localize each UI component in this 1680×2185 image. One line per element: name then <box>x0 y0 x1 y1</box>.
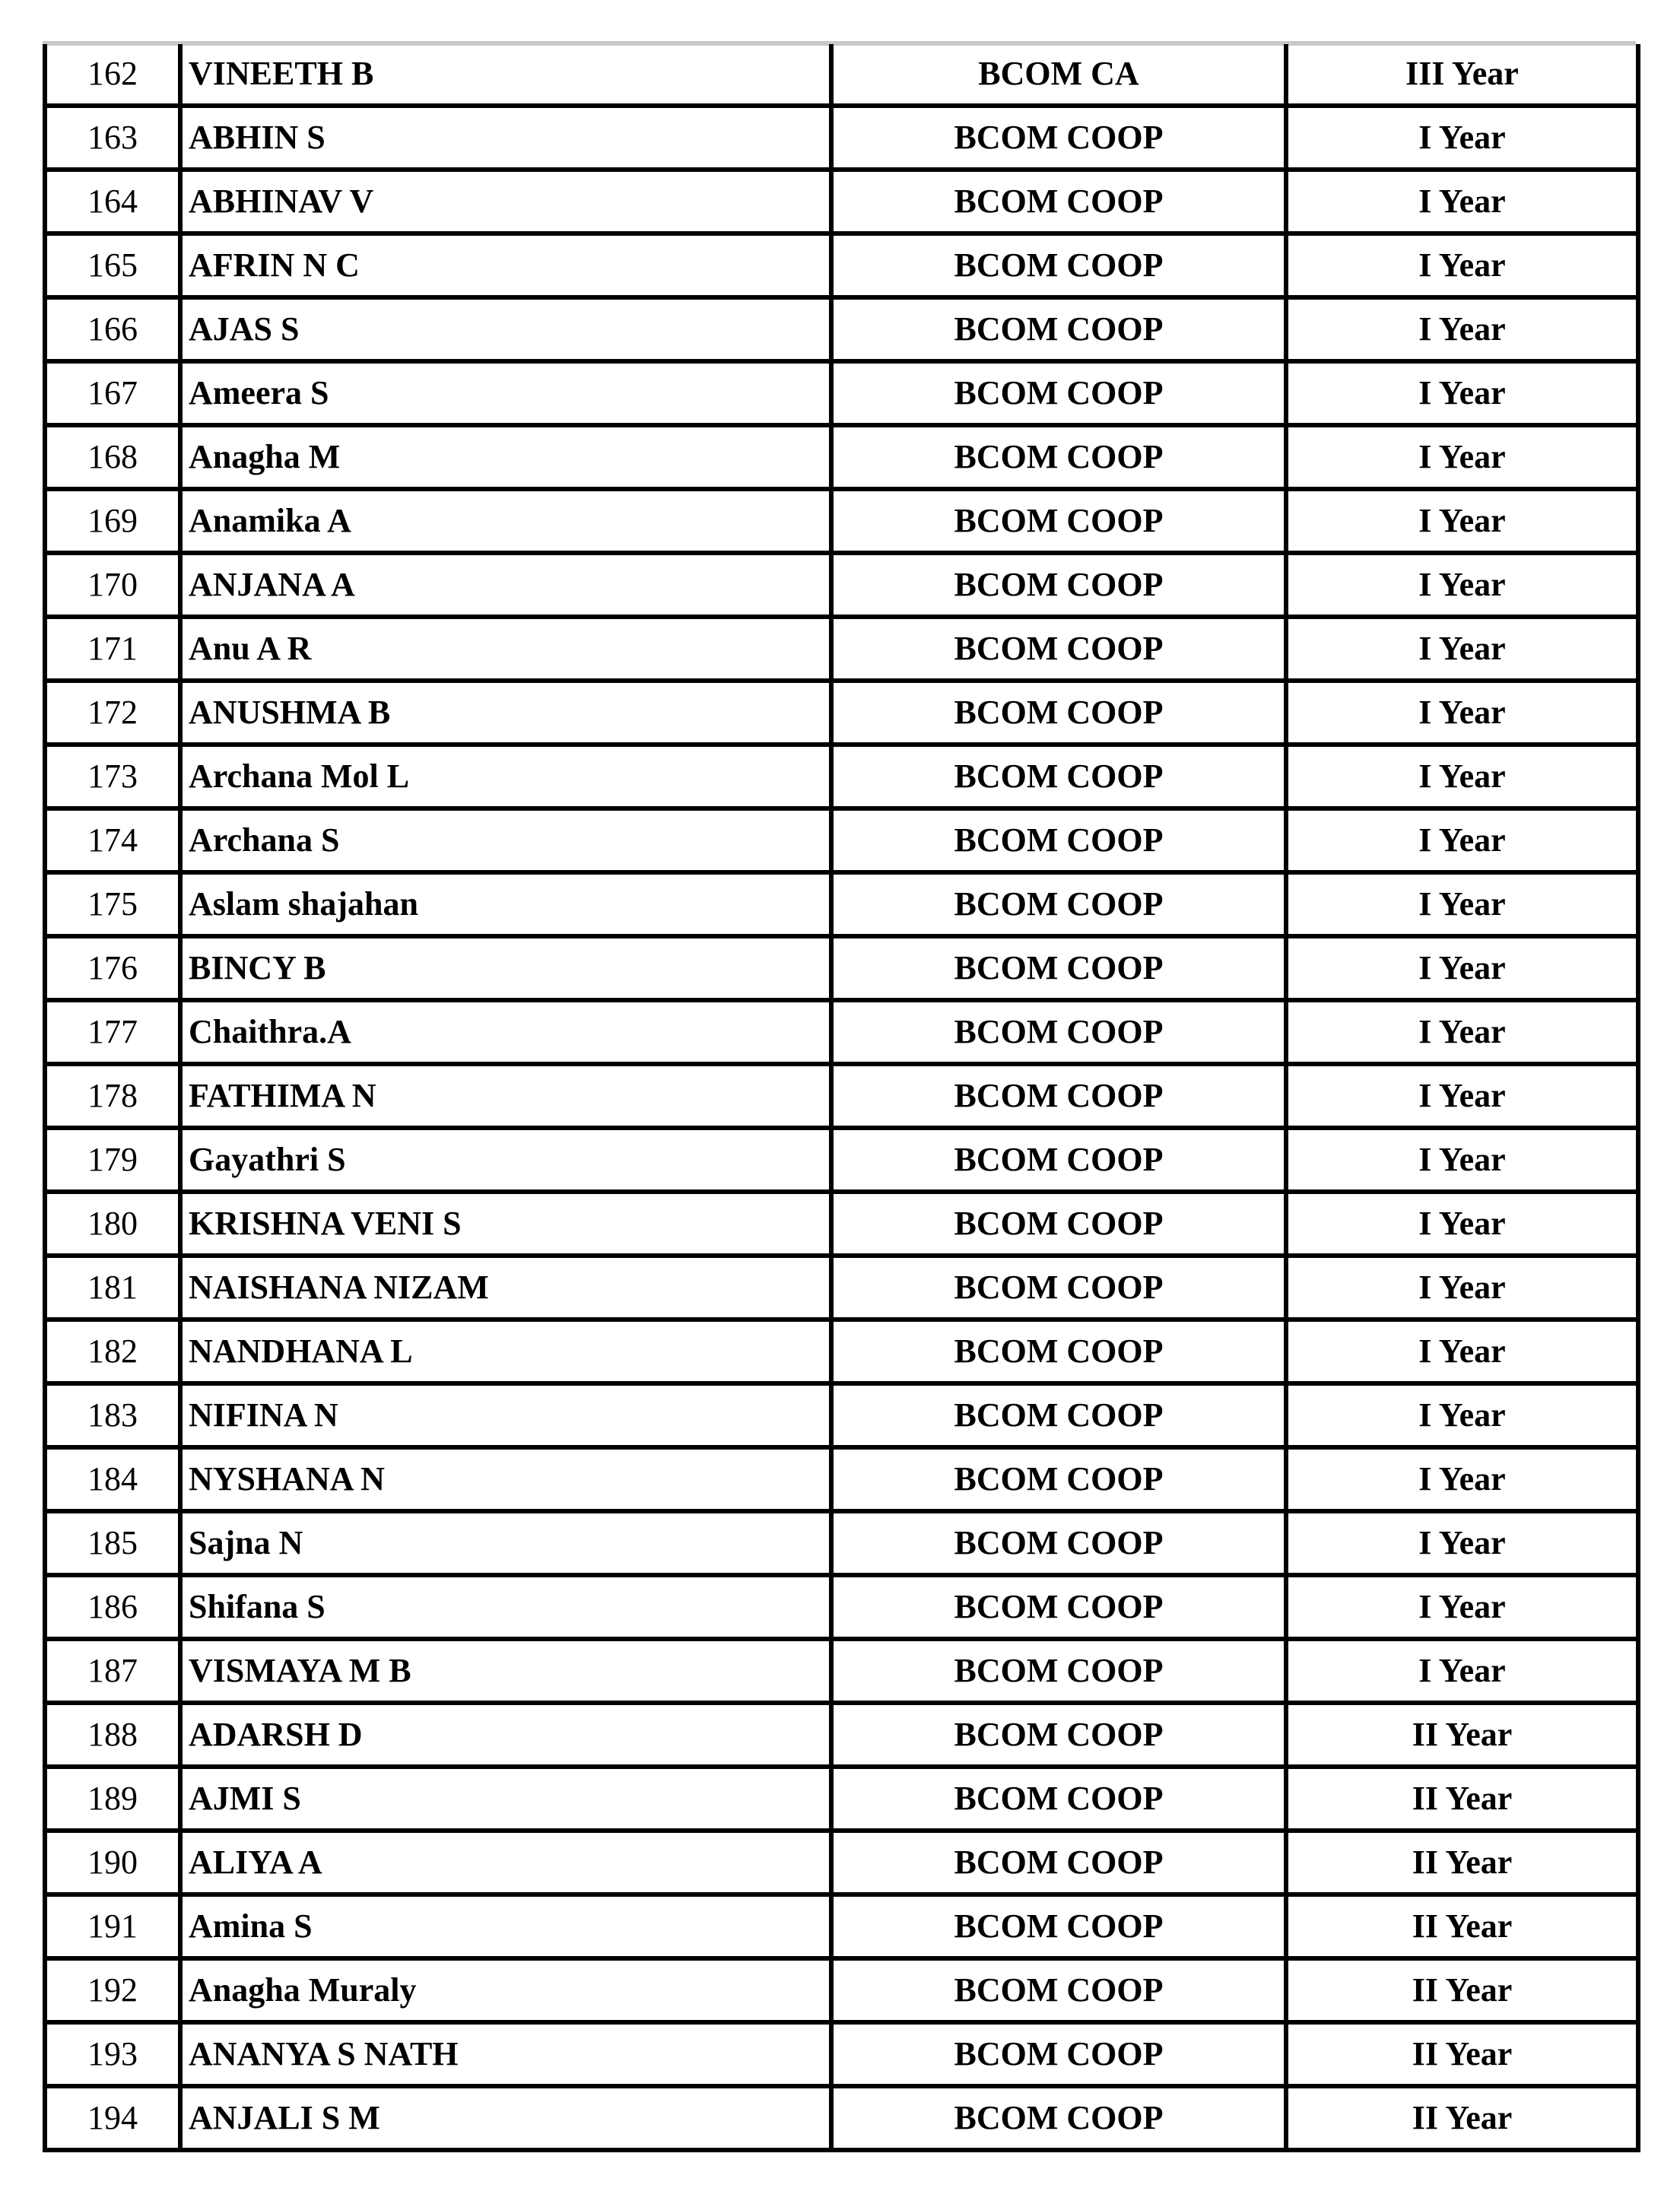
table-row <box>45 1511 1638 1575</box>
table-row <box>45 1831 1638 1894</box>
table-row <box>45 1447 1638 1511</box>
program-cell: BCOM COOP <box>831 1831 1286 1894</box>
program-cell: BCOM COOP <box>831 1383 1286 1447</box>
year-cell: I Year <box>1286 1256 1638 1320</box>
year-cell: I Year <box>1286 1000 1638 1064</box>
serial-number-cell: 179 <box>45 1128 180 1192</box>
student-list-table <box>43 44 1640 2152</box>
serial-number-cell: 182 <box>45 1320 180 1383</box>
serial-number-cell: 177 <box>45 1000 180 1064</box>
program-cell: BCOM COOP <box>831 1192 1286 1256</box>
year-cell: I Year <box>1286 361 1638 425</box>
student-name-cell: AFRIN N C <box>180 233 831 297</box>
serial-number-cell: 165 <box>45 233 180 297</box>
table-row <box>45 1703 1638 1767</box>
year-cell: I Year <box>1286 170 1638 233</box>
year-cell: I Year <box>1286 1447 1638 1511</box>
student-name-cell: Amina S <box>180 1894 831 1958</box>
student-name-cell: ANJANA A <box>180 553 831 617</box>
student-name-cell: Anamika A <box>180 489 831 553</box>
student-name-cell: NYSHANA N <box>180 1447 831 1511</box>
serial-number-cell: 164 <box>45 170 180 233</box>
table-row <box>45 1767 1638 1831</box>
year-cell: I Year <box>1286 233 1638 297</box>
table-row <box>45 44 1638 106</box>
program-cell: BCOM COOP <box>831 361 1286 425</box>
table-row <box>45 425 1638 489</box>
student-name-cell: FATHIMA N <box>180 1064 831 1128</box>
year-cell: I Year <box>1286 106 1638 170</box>
year-cell: III Year <box>1286 44 1638 106</box>
student-name-cell: Archana S <box>180 808 831 872</box>
student-name-cell: KRISHNA VENI S <box>180 1192 831 1256</box>
program-cell: BCOM COOP <box>831 936 1286 1000</box>
serial-number-cell: 166 <box>45 297 180 361</box>
table-row <box>45 1639 1638 1703</box>
serial-number-cell: 173 <box>45 745 180 808</box>
table-row <box>45 1575 1638 1639</box>
student-name-cell: NIFINA N <box>180 1383 831 1447</box>
serial-number-cell: 170 <box>45 553 180 617</box>
student-name-cell: Shifana S <box>180 1575 831 1639</box>
serial-number-cell: 162 <box>45 44 180 106</box>
serial-number-cell: 184 <box>45 1447 180 1511</box>
table-row <box>45 808 1638 872</box>
program-cell: BCOM COOP <box>831 1767 1286 1831</box>
serial-number-cell: 180 <box>45 1192 180 1256</box>
serial-number-cell: 185 <box>45 1511 180 1575</box>
program-cell: BCOM COOP <box>831 681 1286 745</box>
year-cell: II Year <box>1286 1894 1638 1958</box>
year-cell: I Year <box>1286 1320 1638 1383</box>
serial-number-cell: 181 <box>45 1256 180 1320</box>
program-cell: BCOM COOP <box>831 1128 1286 1192</box>
table-row <box>45 489 1638 553</box>
serial-number-cell: 169 <box>45 489 180 553</box>
student-name-cell: AJAS S <box>180 297 831 361</box>
year-cell: II Year <box>1286 2086 1638 2150</box>
serial-number-cell: 171 <box>45 617 180 681</box>
year-cell: I Year <box>1286 1064 1638 1128</box>
table-row <box>45 106 1638 170</box>
year-cell: I Year <box>1286 681 1638 745</box>
serial-number-cell: 168 <box>45 425 180 489</box>
table-row <box>45 297 1638 361</box>
table-row <box>45 1320 1638 1383</box>
serial-number-cell: 176 <box>45 936 180 1000</box>
year-cell: II Year <box>1286 2022 1638 2086</box>
program-cell: BCOM COOP <box>831 2022 1286 2086</box>
year-cell: II Year <box>1286 1767 1638 1831</box>
serial-number-cell: 178 <box>45 1064 180 1128</box>
table-row <box>45 2086 1638 2150</box>
year-cell: I Year <box>1286 872 1638 936</box>
year-cell: I Year <box>1286 297 1638 361</box>
table-row <box>45 617 1638 681</box>
program-cell: BCOM COOP <box>831 489 1286 553</box>
year-cell: I Year <box>1286 936 1638 1000</box>
serial-number-cell: 183 <box>45 1383 180 1447</box>
table-row <box>45 1000 1638 1064</box>
student-name-cell: BINCY B <box>180 936 831 1000</box>
table-row <box>45 1958 1638 2022</box>
student-name-cell: ABHIN S <box>180 106 831 170</box>
student-name-cell: Anagha M <box>180 425 831 489</box>
student-name-cell: Anagha Muraly <box>180 1958 831 2022</box>
program-cell: BCOM COOP <box>831 1703 1286 1767</box>
year-cell: II Year <box>1286 1831 1638 1894</box>
student-name-cell: ANJALI S M <box>180 2086 831 2150</box>
table-row <box>45 1256 1638 1320</box>
program-cell: BCOM COOP <box>831 1575 1286 1639</box>
program-cell: BCOM COOP <box>831 297 1286 361</box>
table-row <box>45 936 1638 1000</box>
program-cell: BCOM COOP <box>831 2086 1286 2150</box>
serial-number-cell: 186 <box>45 1575 180 1639</box>
program-cell: BCOM COOP <box>831 1320 1286 1383</box>
table-row <box>45 1192 1638 1256</box>
student-list-body <box>45 44 1638 2150</box>
serial-number-cell: 191 <box>45 1894 180 1958</box>
year-cell: I Year <box>1286 1192 1638 1256</box>
serial-number-cell: 174 <box>45 808 180 872</box>
student-name-cell: Chaithra.A <box>180 1000 831 1064</box>
student-name-cell: Anu A R <box>180 617 831 681</box>
table-row <box>45 1894 1638 1958</box>
serial-number-cell: 189 <box>45 1767 180 1831</box>
year-cell: I Year <box>1286 745 1638 808</box>
table-row <box>45 1064 1638 1128</box>
serial-number-cell: 187 <box>45 1639 180 1703</box>
student-name-cell: ABHINAV V <box>180 170 831 233</box>
program-cell: BCOM COOP <box>831 425 1286 489</box>
program-cell: BCOM COOP <box>831 170 1286 233</box>
table-row <box>45 361 1638 425</box>
student-name-cell: ANANYA S NATH <box>180 2022 831 2086</box>
serial-number-cell: 188 <box>45 1703 180 1767</box>
student-name-cell: Archana Mol L <box>180 745 831 808</box>
student-name-cell: NAISHANA NIZAM <box>180 1256 831 1320</box>
serial-number-cell: 194 <box>45 2086 180 2150</box>
year-cell: I Year <box>1286 1128 1638 1192</box>
table-row <box>45 553 1638 617</box>
program-cell: BCOM COOP <box>831 745 1286 808</box>
program-cell: BCOM COOP <box>831 1256 1286 1320</box>
program-cell: BCOM COOP <box>831 1511 1286 1575</box>
program-cell: BCOM COOP <box>831 553 1286 617</box>
serial-number-cell: 172 <box>45 681 180 745</box>
student-name-cell: Aslam shajahan <box>180 872 831 936</box>
table-row <box>45 170 1638 233</box>
year-cell: II Year <box>1286 1703 1638 1767</box>
table-row <box>45 745 1638 808</box>
student-name-cell: Gayathri S <box>180 1128 831 1192</box>
serial-number-cell: 193 <box>45 2022 180 2086</box>
table-row <box>45 233 1638 297</box>
year-cell: I Year <box>1286 1383 1638 1447</box>
year-cell: I Year <box>1286 808 1638 872</box>
student-name-cell: Sajna N <box>180 1511 831 1575</box>
year-cell: I Year <box>1286 617 1638 681</box>
program-cell: BCOM COOP <box>831 1894 1286 1958</box>
student-name-cell: VINEETH B <box>180 44 831 106</box>
year-cell: II Year <box>1286 1958 1638 2022</box>
year-cell: I Year <box>1286 489 1638 553</box>
table-row <box>45 2022 1638 2086</box>
year-cell: I Year <box>1286 425 1638 489</box>
student-name-cell: Ameera S <box>180 361 831 425</box>
year-cell: I Year <box>1286 1639 1638 1703</box>
program-cell: BCOM CA <box>831 44 1286 106</box>
student-name-cell: ALIYA A <box>180 1831 831 1894</box>
serial-number-cell: 192 <box>45 1958 180 2022</box>
student-name-cell: ADARSH D <box>180 1703 831 1767</box>
table-row <box>45 1128 1638 1192</box>
student-name-cell: NANDHANA L <box>180 1320 831 1383</box>
program-cell: BCOM COOP <box>831 1958 1286 2022</box>
program-cell: BCOM COOP <box>831 106 1286 170</box>
serial-number-cell: 163 <box>45 106 180 170</box>
table-row <box>45 1383 1638 1447</box>
student-name-cell: VISMAYA M B <box>180 1639 831 1703</box>
year-cell: I Year <box>1286 1575 1638 1639</box>
serial-number-cell: 190 <box>45 1831 180 1894</box>
program-cell: BCOM COOP <box>831 872 1286 936</box>
table-row <box>45 872 1638 936</box>
program-cell: BCOM COOP <box>831 1000 1286 1064</box>
serial-number-cell: 175 <box>45 872 180 936</box>
student-name-cell: ANUSHMA B <box>180 681 831 745</box>
program-cell: BCOM COOP <box>831 1447 1286 1511</box>
table-row <box>45 681 1638 745</box>
year-cell: I Year <box>1286 553 1638 617</box>
student-name-cell: AJMI S <box>180 1767 831 1831</box>
year-cell: I Year <box>1286 1511 1638 1575</box>
program-cell: BCOM COOP <box>831 1639 1286 1703</box>
program-cell: BCOM COOP <box>831 1064 1286 1128</box>
program-cell: BCOM COOP <box>831 233 1286 297</box>
serial-number-cell: 167 <box>45 361 180 425</box>
program-cell: BCOM COOP <box>831 808 1286 872</box>
program-cell: BCOM COOP <box>831 617 1286 681</box>
